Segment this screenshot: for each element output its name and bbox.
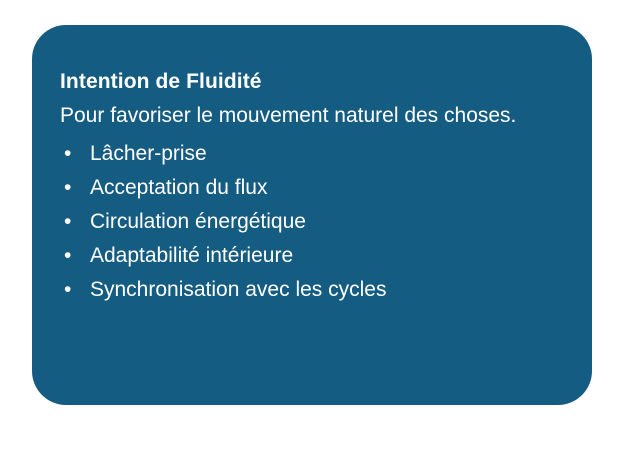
list-item xyxy=(60,205,558,239)
list-item-label: Lâcher-prise xyxy=(90,142,207,165)
bullet-dot-icon: • xyxy=(64,176,72,199)
card-bullet-list xyxy=(60,137,558,307)
list-item xyxy=(60,239,558,273)
list-item xyxy=(60,137,558,171)
intention-card xyxy=(32,25,592,405)
list-item-label: Synchronisation avec les cycles xyxy=(90,278,387,301)
bullet-dot-icon: • xyxy=(64,142,72,165)
bullet-dot-icon: • xyxy=(64,244,72,267)
list-item-label: Acceptation du flux xyxy=(90,176,268,199)
list-item-label: Circulation énergétique xyxy=(90,210,306,233)
bullet-dot-icon: • xyxy=(64,278,72,301)
bullet-dot-icon: • xyxy=(64,210,72,233)
list-item xyxy=(60,273,558,307)
card-description: Pour favoriser le mouvement naturel des choses. xyxy=(60,104,517,127)
list-item-label: Adaptabilité intérieure xyxy=(90,244,294,267)
card-title: Intention de Fluidité xyxy=(60,70,262,93)
list-item xyxy=(60,171,558,205)
